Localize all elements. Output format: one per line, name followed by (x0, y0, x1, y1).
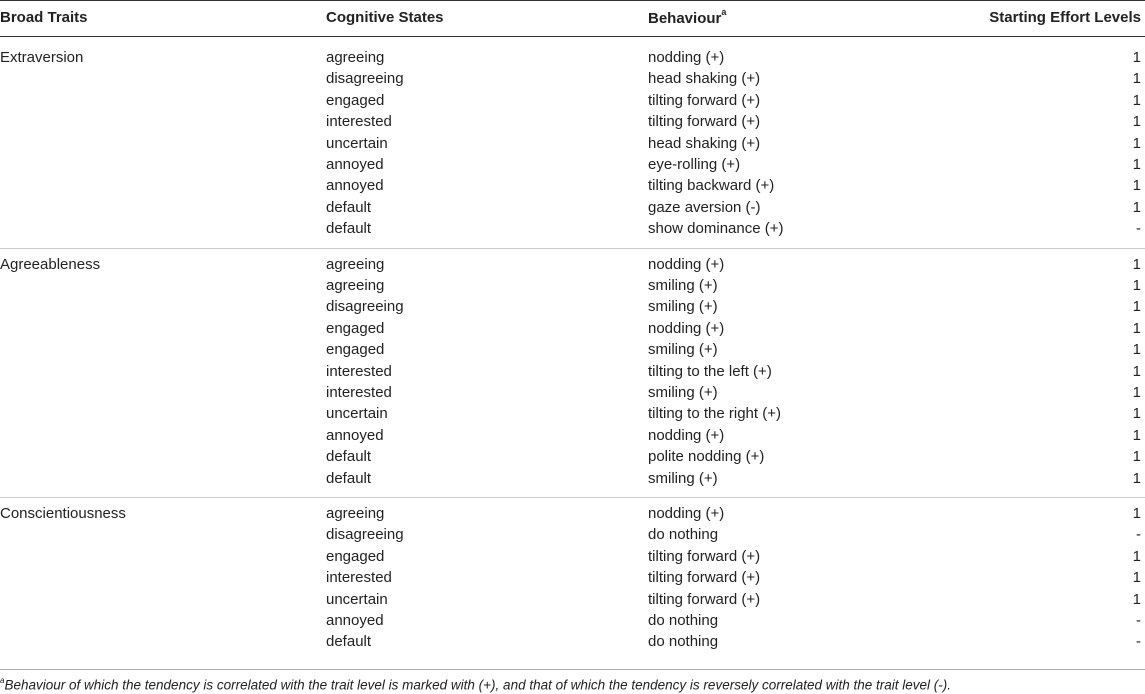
effort-level-cell: 1 (1132, 320, 1141, 337)
cognitive-state-cell: default (326, 470, 372, 487)
effort-level-cell: 1 (1132, 470, 1141, 487)
cognitive-state-cell: disagreeing (326, 298, 404, 315)
trait-cell: Conscientiousness (0, 505, 126, 522)
behaviour-cell: tilting forward (+) (648, 113, 761, 130)
cognitive-state-cell: uncertain (326, 135, 388, 152)
cognitive-state-cell: default (326, 448, 372, 465)
cognitive-state-cell: interested (326, 363, 392, 380)
header-cognitive-states: Cognitive States (326, 9, 444, 26)
group-separator-rule (0, 248, 1145, 249)
effort-level-cell: 1 (1132, 363, 1141, 380)
behaviour-cell: nodding (+) (648, 256, 725, 273)
cognitive-state-cell: interested (326, 384, 392, 401)
header-starting-effort-levels: Starting Effort Levels (989, 9, 1141, 26)
cognitive-state-cell: annoyed (326, 612, 384, 629)
behaviour-cell: tilting backward (+) (648, 177, 775, 194)
behaviour-cell: do nothing (648, 612, 719, 629)
cognitive-state-cell: agreeing (326, 505, 385, 522)
effort-level-cell: 1 (1132, 135, 1141, 152)
behaviour-cell: do nothing (648, 526, 719, 543)
cognitive-state-cell: uncertain (326, 591, 388, 608)
cognitive-state-cell: annoyed (326, 427, 384, 444)
table-header-row (0, 0, 1145, 37)
effort-level-cell: 1 (1132, 405, 1141, 422)
behaviour-cell: nodding (+) (648, 320, 725, 337)
effort-level-cell: - (1136, 220, 1141, 237)
effort-level-cell: 1 (1132, 277, 1141, 294)
cognitive-state-cell: default (326, 220, 372, 237)
cognitive-state-cell: engaged (326, 320, 385, 337)
effort-level-cell: 1 (1132, 427, 1141, 444)
behaviour-cell: show dominance (+) (648, 220, 784, 237)
cognitive-state-cell: disagreeing (326, 526, 404, 543)
effort-level-cell: 1 (1132, 113, 1141, 130)
cognitive-state-cell: annoyed (326, 177, 384, 194)
effort-level-cell: - (1136, 633, 1141, 650)
behaviour-cell: tilting forward (+) (648, 548, 761, 565)
cognitive-state-cell: engaged (326, 548, 385, 565)
effort-level-cell: 1 (1132, 384, 1141, 401)
behaviour-cell: polite nodding (+) (648, 448, 765, 465)
behaviour-cell: head shaking (+) (648, 135, 761, 152)
effort-level-cell: 1 (1132, 92, 1141, 109)
behaviour-cell: smiling (+) (648, 298, 718, 315)
effort-level-cell: 1 (1132, 505, 1141, 522)
effort-level-cell: 1 (1132, 70, 1141, 87)
effort-level-cell: - (1136, 526, 1141, 543)
header-behaviour (648, 9, 726, 27)
behaviour-cell: tilting to the right (+) (648, 405, 781, 422)
behaviour-cell: tilting forward (+) (648, 569, 761, 586)
trait-cell: Extraversion (0, 49, 84, 66)
header-broad-traits: Broad Traits (0, 9, 88, 26)
behaviour-cell: nodding (+) (648, 427, 725, 444)
table-header-rule (0, 36, 1145, 37)
effort-level-cell: - (1136, 612, 1141, 629)
behaviour-cell: smiling (+) (648, 277, 718, 294)
effort-level-cell: 1 (1132, 199, 1141, 216)
behaviour-cell: do nothing (648, 633, 719, 650)
behaviour-cell: head shaking (+) (648, 70, 761, 87)
cognitive-state-cell: uncertain (326, 405, 388, 422)
effort-level-cell: 1 (1132, 448, 1141, 465)
trait-cell: Agreeableness (0, 256, 101, 273)
table-bottom-rule (0, 669, 1145, 670)
effort-level-cell: 1 (1132, 569, 1141, 586)
table-footnote (0, 677, 951, 693)
effort-level-cell: 1 (1132, 548, 1141, 565)
behaviour-cell: tilting to the left (+) (648, 363, 772, 380)
cognitive-state-cell: disagreeing (326, 70, 404, 87)
behaviour-cell: eye-rolling (+) (648, 156, 741, 173)
header-behaviour-footnote-mark: a (721, 7, 727, 17)
effort-level-cell: 1 (1132, 591, 1141, 608)
effort-level-cell: 1 (1132, 256, 1141, 273)
footnote-mark: a (0, 676, 5, 685)
effort-level-cell: 1 (1132, 177, 1141, 194)
behaviour-cell: smiling (+) (648, 470, 718, 487)
behaviour-cell: nodding (+) (648, 49, 725, 66)
effort-level-cell: 1 (1132, 156, 1141, 173)
effort-level-cell: 1 (1132, 341, 1141, 358)
cognitive-state-cell: interested (326, 113, 392, 130)
cognitive-state-cell: agreeing (326, 49, 385, 66)
effort-level-cell: 1 (1132, 298, 1141, 315)
behaviour-cell: smiling (+) (648, 384, 718, 401)
group-separator-rule (0, 497, 1145, 498)
behaviour-cell: tilting forward (+) (648, 591, 761, 608)
cognitive-state-cell: annoyed (326, 156, 384, 173)
header-behaviour-label: Behaviour (648, 10, 722, 27)
behaviour-cell: gaze aversion (-) (648, 199, 761, 216)
cognitive-state-cell: engaged (326, 341, 385, 358)
cognitive-state-cell: agreeing (326, 277, 385, 294)
footnote-text: Behaviour of which the tendency is correlated with the trait level is marked with (+), and that of which the tendency is reversely correlated with the trait level (-). (4, 677, 952, 693)
behaviour-cell: smiling (+) (648, 341, 718, 358)
cognitive-state-cell: default (326, 199, 372, 216)
effort-level-cell: 1 (1132, 49, 1141, 66)
behaviour-cell: tilting forward (+) (648, 92, 761, 109)
cognitive-state-cell: default (326, 633, 372, 650)
cognitive-state-cell: interested (326, 569, 392, 586)
cognitive-state-cell: engaged (326, 92, 385, 109)
behaviour-cell: nodding (+) (648, 505, 725, 522)
cognitive-state-cell: agreeing (326, 256, 385, 273)
